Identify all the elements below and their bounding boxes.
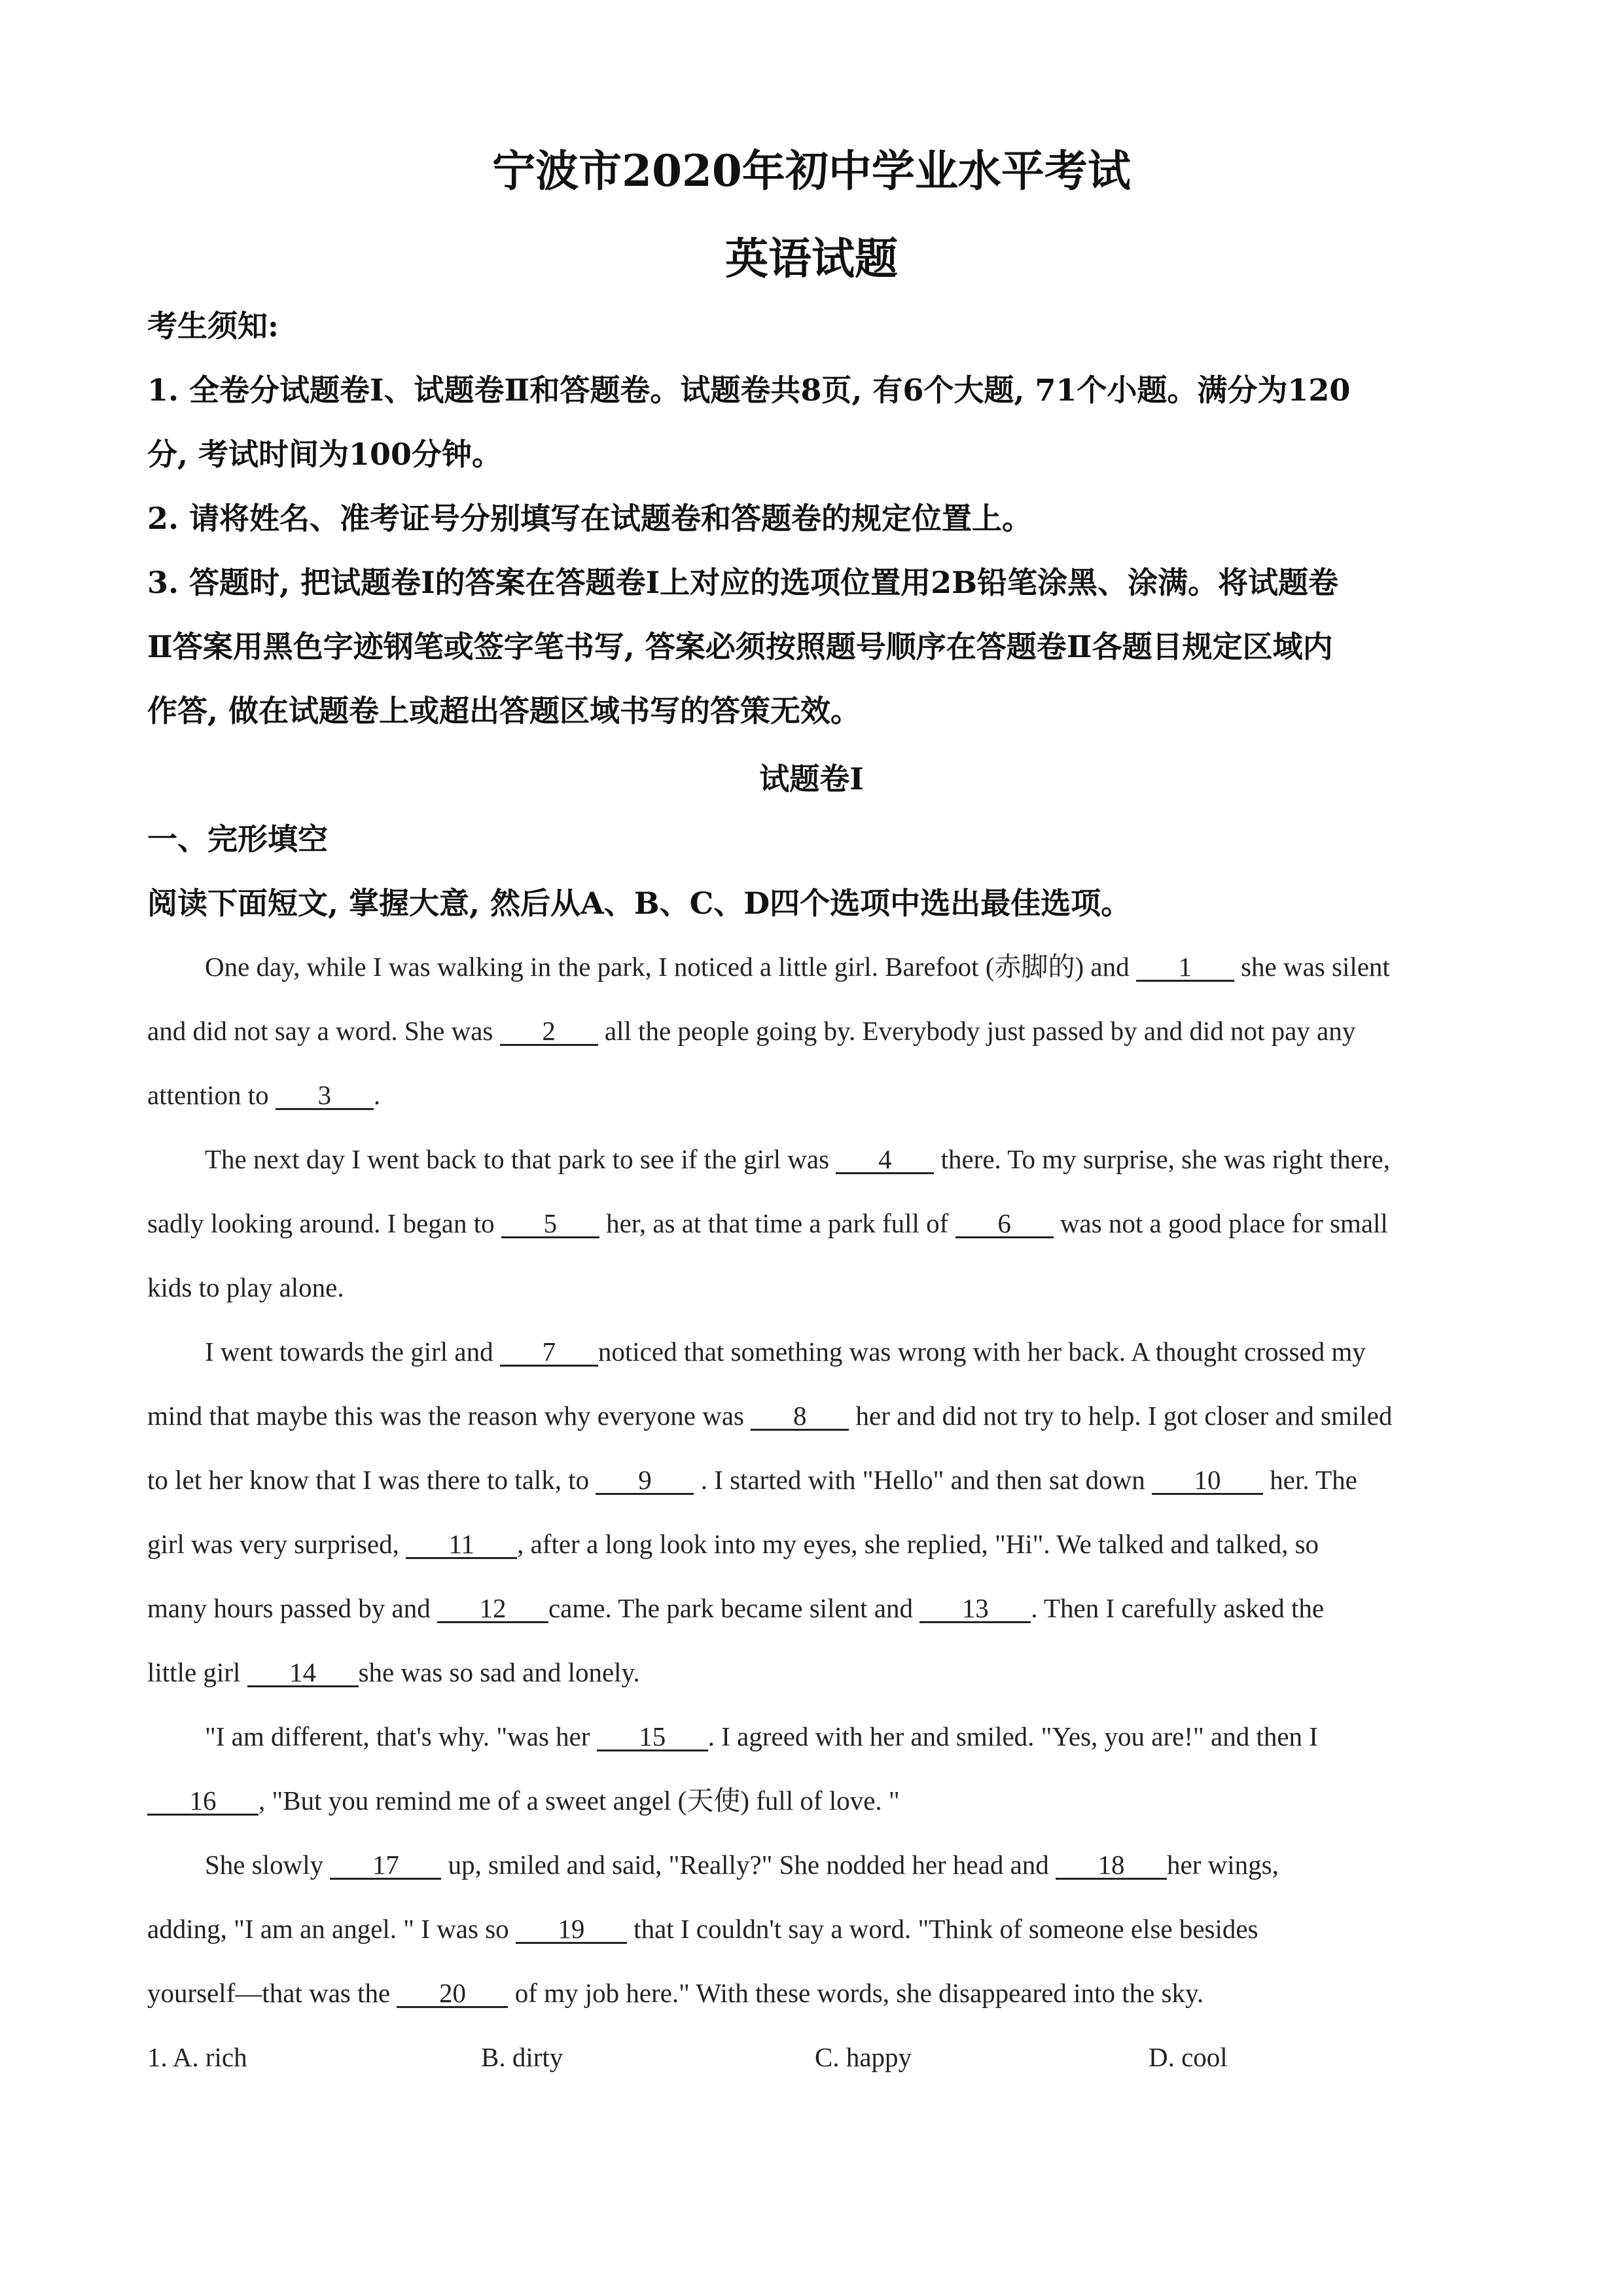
exam-subtitle: 英语试题 — [725, 233, 898, 284]
passage-text: to let her know that I was there to talk, to — [147, 1465, 590, 1495]
passage-text: many hours passed by and — [147, 1593, 431, 1623]
passage-line — [147, 1912, 1258, 1945]
passage-text: mind that maybe this was the reason why everyone was — [147, 1401, 745, 1431]
notice-line-5: Ⅱ答案用黑色字迹钢笔或签字笔书写, 答案必须按照题号顺序在答题卷Ⅱ各题目规定区域内 — [147, 629, 1333, 664]
passage-line — [205, 1143, 1390, 1175]
blank-18: 18 — [1056, 1852, 1167, 1880]
passage-text: attention to — [147, 1080, 269, 1110]
instruction: 阅读下面短文, 掌握大意, 然后从A、B、C、D四个选项中选出最佳选项。 — [147, 886, 1132, 921]
passage-line — [147, 1463, 1357, 1496]
passage-line — [147, 1207, 1388, 1240]
passage-text: . I agreed with her and smiled. "Yes, you are!" and then I — [707, 1721, 1318, 1751]
passage-text: , after a long look into my eyes, she replied, "Hi". We talked and talked, so — [517, 1529, 1319, 1559]
blank-9: 9 — [596, 1467, 694, 1495]
passage-line — [147, 1079, 380, 1111]
passage-text: "I am different, that's why. "was her — [205, 1721, 590, 1751]
question-1-option-a — [147, 2041, 247, 2073]
passage-line — [205, 1335, 1366, 1368]
question-1-option-c: C. happy — [815, 2042, 912, 2072]
blank-4: 4 — [836, 1146, 934, 1174]
blank-7: 7 — [500, 1338, 598, 1367]
blank-15: 15 — [597, 1723, 708, 1751]
blank-19: 19 — [516, 1916, 627, 1944]
blank-13: 13 — [919, 1595, 1031, 1623]
passage-text: came. The park became silent and — [548, 1593, 913, 1623]
passage-text: The next day I went back to that park to see if the girl was — [205, 1144, 830, 1174]
passage-text: she was silent — [1241, 952, 1390, 982]
blank-3: 3 — [276, 1082, 374, 1110]
passage-text: her and did not try to help. I got closer and smiled — [855, 1401, 1393, 1431]
passage-line — [147, 1592, 1324, 1624]
passage-text: her. The — [1270, 1465, 1357, 1495]
passage-text: I went towards the girl and — [205, 1336, 493, 1367]
blank-2: 2 — [500, 1018, 598, 1046]
blank-10: 10 — [1152, 1467, 1263, 1495]
exam-title: 宁波市2020年初中学业水平考试 — [492, 145, 1131, 196]
passage-text: and did not say a word. She was — [147, 1016, 493, 1046]
blank-20: 20 — [397, 1980, 508, 2008]
passage-text: was not a good place for small — [1060, 1208, 1388, 1238]
blank-8: 8 — [751, 1403, 849, 1431]
passage-text: . — [373, 1080, 381, 1110]
passage-line — [147, 1656, 640, 1689]
passage-text: of my job here." With these words, she disappeared into the sky. — [514, 1978, 1204, 2008]
passage-text: there. To my surprise, she was right there, — [940, 1144, 1390, 1174]
blank-14: 14 — [247, 1659, 359, 1687]
section-title: 试题卷I — [759, 761, 864, 797]
passage-text: that I couldn't say a word. "Think of someone else besides — [633, 1914, 1258, 1944]
blank-1: 1 — [1136, 954, 1234, 982]
blank-5: 5 — [501, 1210, 599, 1238]
passage-line: kids to play alone. — [147, 1272, 344, 1302]
notice-line-4: 3. 答题时, 把试题卷I的答案在答题卷I上对应的选项位置用2B铅笔涂黑、涂满。将试题卷 — [147, 565, 1338, 600]
passage-line — [147, 1784, 900, 1817]
passage-text: One day, while I was walking in the park, I noticed a little girl. Barefoot (赤脚的) and — [205, 952, 1130, 982]
passage-text: her, as at that time a park full of — [606, 1208, 949, 1238]
passage-text: yourself—that was the — [147, 1978, 391, 2008]
passage-line — [205, 1720, 1318, 1753]
question-number: 1. — [147, 2042, 168, 2072]
option-text: A. rich — [172, 2042, 247, 2072]
passage-text: . Then I carefully asked the — [1031, 1593, 1325, 1623]
passage-text: all the people going by. Everybody just passed by and did not pay any — [604, 1016, 1356, 1046]
passage-line — [147, 1977, 1204, 2009]
passage-text: she was so sad and lonely. — [358, 1657, 640, 1687]
passage-line — [147, 1399, 1392, 1432]
blank-17: 17 — [330, 1852, 441, 1880]
question-1-option-d: D. cool — [1149, 2042, 1228, 2072]
notice-line-6: 作答, 做在试题卷上或超出答题区域书写的答策无效。 — [147, 693, 861, 728]
passage-text: . I started with "Hello" and then sat down — [700, 1465, 1145, 1495]
passage-line — [205, 1848, 1279, 1881]
notice-heading: 考生须知: — [147, 308, 279, 344]
passage-line — [205, 950, 1390, 983]
blank-6: 6 — [955, 1210, 1054, 1238]
passage-line — [147, 1528, 1319, 1560]
notice-line-2: 分, 考试时间为100分钟。 — [147, 437, 503, 472]
passage-text: girl was very surprised, — [147, 1529, 399, 1559]
passage-text: She slowly — [205, 1850, 324, 1880]
passage-text: little girl — [147, 1657, 241, 1687]
passage-text: , "But you remind me of a sweet angel (天使) full of love. " — [259, 1785, 900, 1816]
passage-text: sadly looking around. I began to — [147, 1208, 495, 1238]
question-1-option-b: B. dirty — [481, 2042, 563, 2072]
notice-line-3: 2. 请将姓名、准考证号分别填写在试题卷和答题卷的规定位置上。 — [147, 501, 1033, 536]
part-title: 一、完形填空 — [147, 821, 328, 857]
passage-text: noticed that something was wrong with her back. A thought crossed my — [597, 1336, 1366, 1367]
passage-line — [147, 1014, 1355, 1047]
notice-line-1: 1. 全卷分试题卷I、试题卷Ⅱ和答题卷。试题卷共8页, 有6个大题, 71个小题。满分为120 — [147, 372, 1351, 408]
passage-text: adding, "I am an angel. " I was so — [147, 1914, 509, 1944]
passage-text: her wings, — [1167, 1850, 1279, 1880]
blank-12: 12 — [437, 1595, 548, 1623]
passage-text: up, smiled and said, "Really?" She nodded her head and — [448, 1850, 1049, 1880]
blank-16: 16 — [147, 1787, 259, 1816]
blank-11: 11 — [406, 1531, 517, 1559]
